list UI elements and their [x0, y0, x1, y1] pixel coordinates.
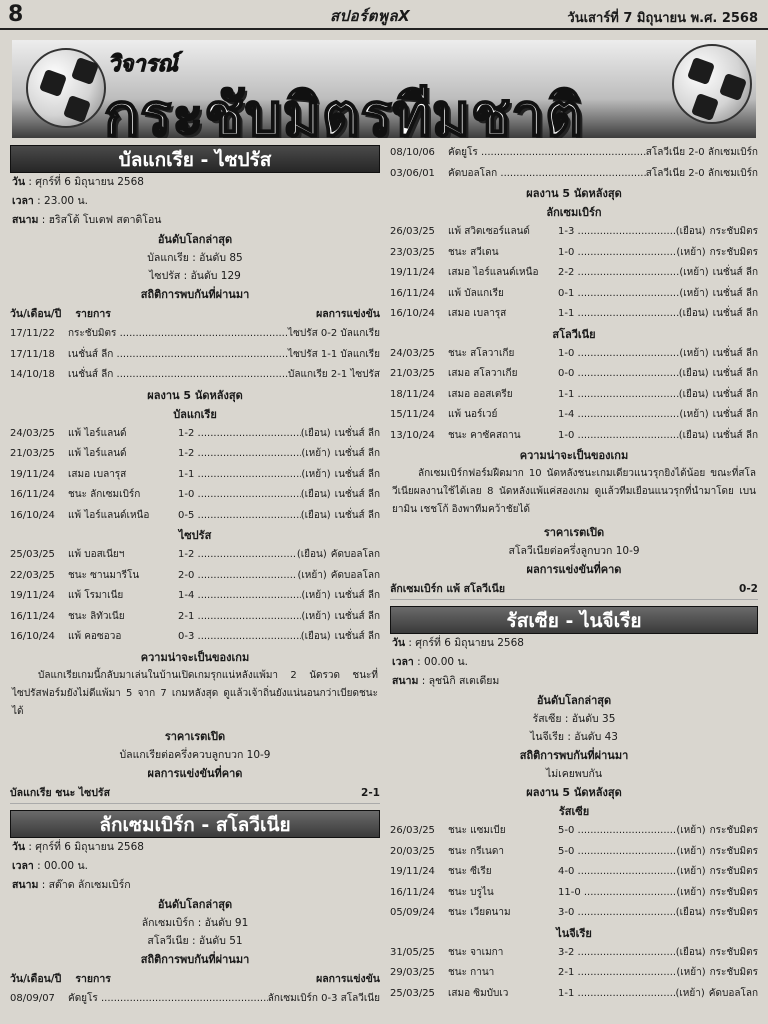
row-score — [558, 344, 679, 365]
table-row — [390, 821, 758, 842]
match-time: เวลา : 00.00 น. — [12, 859, 88, 872]
match-time: เวลา : 23.00 น. — [12, 195, 88, 207]
row-competition — [68, 365, 288, 386]
row-competition: กระชับมิตร — [709, 825, 758, 836]
row-score — [558, 883, 676, 904]
row-result: ไซปรัส 0-2 บัลแกเรีย — [288, 328, 380, 339]
row-competition-label: คัดบอลโลก ..... — [448, 168, 646, 179]
row-score-value: 3-2 ..... — [558, 947, 676, 958]
row-result-team: ชนะ กรีเนดา — [448, 845, 504, 857]
row-score-value: 1-4 ..... — [178, 590, 301, 601]
left-column — [10, 145, 380, 1009]
row-result-team: ชนะ สวีเดน — [448, 246, 499, 258]
row-home-away: (เหย้า) — [676, 967, 706, 978]
row-score-value: 11-0 ..... — [558, 887, 676, 898]
row-date: 18/11/24 — [390, 388, 435, 400]
row-home-away: (เยือน) — [296, 549, 327, 560]
row-home-away: (เหย้า) — [679, 409, 709, 420]
rank-header: อันดับโลกล่าสุด — [157, 897, 233, 911]
row-score — [558, 426, 679, 447]
row-competition: เนชั่นส์ ลีก — [712, 347, 758, 359]
row-date: 21/03/25 — [10, 448, 55, 459]
row-score — [558, 963, 676, 984]
row-result-team: แพ้ คอซอวอ — [68, 631, 122, 642]
row-competition — [448, 143, 646, 164]
row-competition-label: เนชั่นส์ ลีก ..... — [68, 349, 288, 360]
table-row — [390, 143, 758, 164]
row-home-away: (เหย้า) — [676, 886, 706, 898]
prediction-header: ผลการแข่งขันที่คาด — [147, 766, 243, 780]
row-competition: กระชับมิตร — [709, 886, 758, 898]
row-competition: คัดบอลโลก — [330, 569, 380, 581]
rank-header: อันดับโลกล่าสุด — [536, 694, 612, 707]
row-score-value: 1-2 ..... — [178, 549, 297, 560]
match-time: เวลา : 00.00 น. — [392, 656, 468, 668]
row-home-away: (เยือน) — [300, 427, 331, 439]
match-venue: สนาม : ลุชนิกิ สเตเดียม — [392, 675, 500, 687]
row-score — [178, 586, 301, 607]
row-score-value: 0-0 ..... — [558, 368, 679, 379]
row-date: 24/03/25 — [10, 427, 55, 439]
row-competition: เนชั่นส์ ลีก — [334, 590, 380, 601]
row-competition — [68, 989, 268, 1010]
row-score-value: 1-1 ..... — [558, 308, 679, 319]
row-date: 25/03/25 — [10, 549, 55, 560]
table-row — [390, 842, 758, 863]
row-result-team: แพ้ บอสเนียฯ — [68, 549, 125, 560]
row-score — [178, 485, 301, 506]
row-score — [558, 222, 676, 243]
row-competition-label: คัดยูโร ..... — [448, 147, 646, 158]
row-home-away: (เหย้า) — [676, 866, 706, 877]
row-score — [558, 943, 676, 964]
analysis-header: ความน่าจะเป็นของเกม — [519, 449, 629, 462]
table-row — [10, 324, 380, 345]
row-date: 19/11/24 — [10, 468, 55, 480]
row-result: สโลวีเนีย 2-0 ลักเซมเบิร์ก — [645, 167, 758, 179]
row-score — [558, 364, 679, 385]
prediction: บัลแกเรีย ชนะ ไซปรัส 2-1 — [10, 783, 380, 804]
row-competition — [448, 164, 646, 185]
row-date: 24/03/25 — [390, 347, 435, 359]
rank-team2: ไซปรัส : อันดับ 129 — [149, 270, 241, 282]
row-score-value: 1-2 ..... — [178, 448, 301, 459]
table-row — [10, 485, 380, 506]
row-date: 20/03/25 — [390, 845, 435, 857]
row-competition: เนชั่นส์ ลีก — [712, 388, 758, 400]
row-result: บัลแกเรีย 2-1 ไซปรัส — [288, 369, 380, 380]
publication-logo: สปอร์ตพูลX — [330, 7, 411, 25]
table-row — [10, 607, 380, 628]
row-date: 25/03/25 — [390, 987, 435, 999]
row-score — [558, 385, 679, 406]
row-competition: เนชั่นส์ ลีก — [712, 429, 758, 441]
table-row — [10, 365, 380, 386]
table-row — [390, 364, 758, 385]
row-competition: เนชั่นส์ ลีก — [334, 610, 380, 622]
right-column — [390, 143, 758, 1004]
analysis-header: ความน่าจะเป็นของเกม — [140, 650, 250, 664]
match-title: ลักเซมเบิร์ก - สโลวีเนีย — [10, 810, 380, 838]
row-result-team: ชนะ เวียดนาม — [448, 907, 511, 918]
row-home-away: (เยือน) — [678, 429, 709, 441]
row-result-team: ชนะ บรูไน — [448, 886, 494, 898]
row-competition-label: เนชั่นส์ ลีก ..... — [68, 369, 288, 380]
row-date: 21/03/25 — [390, 368, 435, 379]
match-venue: สนาม : สต๊าด ลักเซมเบิร์ก — [12, 878, 131, 891]
row-result-team: ชนะ ซีเรีย — [448, 866, 492, 877]
row-competition: เนชั่นส์ ลีก — [334, 631, 380, 642]
section-banner — [12, 40, 756, 138]
row-date: 31/05/25 — [390, 946, 435, 958]
row-home-away: (เยือน) — [300, 489, 331, 500]
row-score — [178, 607, 301, 628]
form-team2-label: สโลวีเนีย — [552, 327, 596, 341]
table-row — [390, 164, 758, 185]
table-row — [390, 284, 758, 305]
row-competition — [68, 324, 288, 345]
row-result: ลักเซมเบิร์ก 0-3 สโลวีเนีย — [267, 992, 380, 1004]
row-score — [178, 566, 297, 587]
form-team1-list — [390, 222, 758, 325]
row-score — [178, 627, 301, 648]
row-date: 14/10/18 — [10, 369, 55, 380]
h2h-column-headers: วัน/เดือน/ปี รายการ ผลการแข่งขัน — [10, 972, 380, 985]
row-score — [558, 405, 679, 426]
row-score-value: 1-0 ..... — [558, 348, 679, 359]
row-home-away: (เยือน) — [678, 368, 709, 379]
match-venue: สนาม : ฮริสโต้ โบเตฟ สตาดิโอน — [12, 214, 162, 226]
table-row — [10, 566, 380, 587]
row-score-value: 1-3 ..... — [558, 226, 676, 237]
row-result-team: ชนะ สโลวาเกีย — [448, 347, 515, 359]
row-date: 17/11/18 — [10, 348, 55, 360]
table-row — [10, 627, 380, 648]
row-result-team: ชนะ ซานมารีโน — [68, 569, 140, 581]
row-competition: กระชับมิตร — [709, 226, 758, 237]
form-header: ผลงาน 5 นัดหลังสุด — [147, 388, 243, 402]
row-score — [558, 284, 679, 305]
row-score — [178, 506, 301, 527]
row-home-away: (เหย้า) — [679, 287, 709, 299]
row-date: 19/11/24 — [390, 866, 435, 877]
row-result-team: แพ้ นอร์เวย์ — [448, 409, 498, 420]
table-row — [390, 943, 758, 964]
h2h-list — [10, 989, 380, 1010]
row-date: 23/03/25 — [390, 246, 435, 258]
row-result-team: เสมอ ออสเตรีย — [448, 388, 513, 400]
row-score-value: 5-0 ..... — [558, 825, 676, 836]
row-home-away: (เยือน) — [300, 631, 331, 642]
row-date: 16/11/24 — [390, 886, 435, 898]
row-competition: เนชั่นส์ ลีก — [334, 489, 380, 500]
row-result-team: เสมอ ซิมบับเว — [448, 987, 509, 999]
row-result: สโลวีเนีย 2-0 ลักเซมเบิร์ก — [645, 147, 758, 158]
prediction-header: ผลการแข่งขันที่คาด — [526, 563, 622, 576]
row-date: 05/09/24 — [390, 907, 435, 918]
row-date: 16/10/24 — [10, 631, 55, 642]
h2h-header: สถิติการพบกันที่ผ่านมา — [140, 288, 250, 301]
table-row — [390, 243, 758, 264]
table-row — [390, 304, 758, 325]
row-competition: กระชับมิตร — [709, 946, 758, 958]
row-competition: เนชั่นส์ ลีก — [712, 308, 758, 319]
table-row — [390, 426, 758, 447]
row-date: 08/09/07 — [10, 992, 55, 1004]
row-home-away: (เหย้า) — [301, 590, 331, 601]
row-result-team: เสมอ เบลารุส — [448, 308, 507, 319]
table-row — [390, 405, 758, 426]
h2h-list — [10, 324, 380, 386]
row-competition: เนชั่นส์ ลีก — [712, 368, 758, 379]
row-competition: เนชั่นส์ ลีก — [334, 509, 380, 521]
row-date: 16/10/24 — [390, 308, 435, 319]
row-date: 26/03/25 — [390, 825, 435, 836]
row-date: 15/11/24 — [390, 409, 435, 420]
table-row — [390, 883, 758, 904]
table-row — [10, 506, 380, 527]
table-row — [390, 222, 758, 243]
row-score-value: 1-0 ..... — [178, 489, 301, 500]
row-score — [558, 903, 676, 924]
row-score — [558, 862, 676, 883]
publication-date: วันเสาร์ที่ 7 มิถุนายน พ.ศ. 2568 — [567, 11, 758, 26]
form-team1-list — [10, 424, 380, 527]
row-competition: กระชับมิตร — [709, 907, 758, 918]
row-home-away: (เหย้า) — [301, 610, 331, 622]
row-score-value: 4-0 ..... — [558, 866, 676, 877]
row-home-away: (เหย้า) — [676, 825, 706, 836]
row-score-value: 1-1 ..... — [558, 389, 679, 400]
row-home-away: (เยือน) — [675, 226, 706, 237]
form-team2-label: ไซปรัส — [178, 529, 212, 542]
rank-team2: สโลวีเนีย : อันดับ 51 — [147, 934, 243, 947]
row-score-value: 1-1 ..... — [558, 988, 675, 999]
row-competition: เนชั่นส์ ลีก — [712, 409, 758, 420]
row-date: 16/11/24 — [10, 610, 55, 622]
row-result-team: แพ้ ไอร์แลนด์เหนือ — [68, 509, 150, 521]
banner-subtitle: วิจารณ์ — [108, 52, 178, 77]
match-day: วัน : ศุกร์ที่ 6 มิถุนายน 2568 — [12, 176, 144, 188]
row-home-away: (เหย้า) — [676, 845, 706, 857]
row-result-team: ชนะ จาเมกา — [448, 946, 504, 958]
row-competition: เนชั่นส์ ลีก — [334, 468, 380, 480]
row-competition-label: กระชับมิตร ..... — [68, 328, 288, 339]
table-row — [390, 344, 758, 365]
row-score-value: 1-2 ..... — [178, 428, 301, 439]
row-score-value: 2-1 ..... — [178, 611, 301, 622]
row-result: ไซปรัส 1-1 บัลแกเรีย — [288, 348, 380, 360]
h2h-header: สถิติการพบกันที่ผ่านมา — [140, 952, 250, 966]
rank-team2: ไนจีเรีย : อันดับ 43 — [530, 731, 618, 743]
table-row — [390, 862, 758, 883]
row-competition: กระชับมิตร — [709, 967, 758, 978]
row-result-team: ชนะ ลักเซมเบิร์ก — [68, 489, 141, 500]
rank-team1: บัลแกเรีย : อันดับ 85 — [147, 252, 243, 264]
row-result-team: ชนะ ลิทัวเนีย — [68, 610, 125, 622]
rank-team1: รัสเซีย : อันดับ 35 — [532, 713, 616, 725]
row-competition: เนชั่นส์ ลีก — [712, 287, 758, 299]
row-home-away: (เหย้า) — [679, 347, 709, 359]
row-score-value: 1-4 ..... — [558, 409, 679, 420]
table-row — [390, 903, 758, 924]
form-team2-label: ไนจีเรีย — [556, 926, 592, 940]
row-home-away: (เหย้า) — [301, 468, 331, 480]
odds-text: บัลแกเรียต่อครึ่งควบลูกบวก 10-9 — [119, 748, 271, 761]
table-row — [390, 963, 758, 984]
row-score — [558, 263, 679, 284]
row-score — [558, 821, 676, 842]
form-team2-list — [390, 943, 758, 1005]
row-result-team: แพ้ บัลแกเรีย — [448, 287, 504, 299]
row-home-away: (เยือน) — [678, 308, 709, 319]
rank-header: อันดับโลกล่าสุด — [157, 233, 233, 246]
form-team1-label: รัสเซีย — [558, 805, 590, 818]
h2h-header: สถิติการพบกันที่ผ่านมา — [519, 749, 629, 762]
row-competition: คัดบอลโลก — [330, 549, 380, 560]
football-right-icon — [672, 44, 752, 124]
form-team1-label: ลักเซมเบิร์ก — [546, 206, 602, 219]
table-row — [390, 385, 758, 406]
row-date: 19/11/24 — [10, 590, 55, 601]
h2h-column-headers: วัน/เดือน/ปี รายการ ผลการแข่งขัน — [10, 308, 380, 320]
row-score-value: 2-0 ..... — [178, 570, 297, 581]
row-score-value: 5-0 ..... — [558, 846, 676, 857]
odds-header: ราคาเรตเปิด — [164, 729, 226, 743]
match-title: บัลแกเรีย - ไซปรัส — [10, 145, 380, 173]
row-home-away: (เหย้า) — [297, 569, 327, 581]
row-result-team: ชนะ แซมเบีย — [448, 825, 506, 836]
form-team2-list — [390, 344, 758, 447]
row-score — [558, 243, 676, 264]
odds-text: สโลวีเนียต่อครึ่งลูกบวก 10-9 — [508, 545, 640, 557]
row-score — [178, 465, 301, 486]
odds-header: ราคาเรตเปิด — [543, 526, 605, 539]
banner-title: กระชับมิตรทีมชาติ — [104, 81, 584, 138]
table-row — [390, 263, 758, 284]
row-home-away: (เยือน) — [675, 907, 706, 918]
analysis-text: ลักเซมเบิร์กฟอร์มฝืดมาก 10 นัดหลังชนะเกมเดียวแนวรุกยิงได้น้อย ขณะที่สโลวีเนียผลงานใช้ได้เลย 8 นัดหลังแพ้แค่สองเกม ดูแล้วทีมเยือนแนวรุกที่นำมาโดย เบนยามิน เชชโก้ อิงพาทีมคว้าชัยได้ — [392, 468, 756, 515]
row-score-value: 1-0 ..... — [558, 247, 676, 258]
page-number: 8 — [8, 2, 24, 27]
row-competition-label: คัดยูโร ..... — [68, 993, 268, 1004]
row-score — [178, 545, 297, 566]
row-date: 16/11/24 — [10, 489, 55, 500]
row-score-value: 2-2 ..... — [558, 267, 679, 278]
row-score — [558, 842, 676, 863]
row-competition: กระชับมิตร — [709, 866, 758, 877]
form-team2-list — [10, 545, 380, 648]
row-competition: กระชับมิตร — [709, 845, 758, 857]
row-home-away: (เยือน) — [675, 946, 706, 958]
row-home-away: (เหย้า) — [301, 448, 331, 459]
row-score — [178, 424, 301, 445]
row-result-team: แพ้ ไอร์แลนด์ — [68, 448, 127, 459]
row-home-away: (เยือน) — [300, 509, 331, 521]
row-date: 19/11/24 — [390, 267, 435, 278]
row-competition: กระชับมิตร — [709, 246, 758, 258]
row-home-away: (เยือน) — [678, 388, 709, 400]
form-team1-list — [390, 821, 758, 924]
row-score-value: 0-1 ..... — [558, 288, 679, 299]
row-score-value: 1-1 ..... — [178, 469, 301, 480]
h2h-list-continued — [390, 143, 758, 184]
table-row — [10, 545, 380, 566]
table-row — [390, 984, 758, 1005]
row-competition: เนชั่นส์ ลีก — [334, 427, 380, 439]
page-header — [0, 0, 768, 30]
row-score-value: 3-0 ..... — [558, 907, 676, 918]
row-result-team: เสมอ ไอร์แลนด์เหนือ — [448, 267, 539, 278]
row-date: 17/11/22 — [10, 328, 55, 339]
row-date: 08/10/06 — [390, 147, 435, 158]
form-header: ผลงาน 5 นัดหลังสุด — [526, 786, 622, 799]
row-score-value: 0-3 ..... — [178, 631, 301, 642]
h2h-none: ไม่เคยพบกัน — [545, 768, 603, 780]
row-score — [558, 304, 679, 325]
row-date: 26/03/25 — [390, 226, 435, 237]
row-score-value: 2-1 ..... — [558, 967, 676, 978]
row-home-away: (เหย้า) — [675, 987, 705, 999]
table-row — [10, 424, 380, 445]
row-score — [178, 444, 301, 465]
prediction: ลักเซมเบิร์ก แพ้ สโลวีเนีย 0-2 — [390, 579, 758, 600]
table-row — [10, 989, 380, 1010]
row-date: 16/11/24 — [390, 287, 435, 299]
row-date: 29/03/25 — [390, 967, 435, 978]
table-row — [10, 444, 380, 465]
row-result-team: แพ้ โรมาเนีย — [68, 590, 124, 601]
analysis-text: บัลแกเรียเกมนี้กลับมาเล่นในบ้านเปิดเกมรุกแน่หลังแพ้มา 2 นัดรวด ชนะที่ไซปรัสฟอร์มยังไม่ดีแพ้มา 5 จาก 7 เกมหลังสุด ดูแล้วเจ้าถิ่นยังแน่นอนกว่าเบียดชนะได้ — [12, 669, 378, 717]
row-score-value: 0-5 ..... — [178, 510, 301, 521]
row-date: 16/10/24 — [10, 509, 55, 521]
row-date: 22/03/25 — [10, 569, 55, 581]
row-result-team: แพ้ ไอร์แลนด์ — [68, 427, 127, 439]
row-home-away: (เหย้า) — [676, 246, 706, 258]
football-left-icon — [26, 48, 106, 128]
row-competition: เนชั่นส์ ลีก — [334, 448, 380, 459]
form-team1-label: บัลแกเรีย — [173, 407, 217, 421]
table-row — [10, 465, 380, 486]
match-day: วัน : ศุกร์ที่ 6 มิถุนายน 2568 — [392, 637, 524, 649]
match-day: วัน : ศุกร์ที่ 6 มิถุนายน 2568 — [12, 840, 144, 853]
row-competition: คัดบอลโลก — [708, 987, 758, 999]
row-result-team: ชนะ คาซัคสถาน — [448, 429, 521, 441]
row-date: 13/10/24 — [390, 429, 435, 441]
row-result-team: แพ้ สวิตเซอร์แลนด์ — [448, 226, 530, 237]
rank-team1: ลักเซมเบิร์ก : อันดับ 91 — [141, 916, 249, 929]
table-row — [10, 345, 380, 366]
match-title: รัสเซีย - ไนจีเรีย — [390, 606, 758, 634]
row-date: 03/06/01 — [390, 167, 435, 179]
form-header: ผลงาน 5 นัดหลังสุด — [526, 187, 622, 200]
table-row — [10, 586, 380, 607]
row-competition: เนชั่นส์ ลีก — [712, 267, 758, 278]
row-score — [558, 984, 675, 1005]
row-result-team: เสมอ สโลวาเกีย — [448, 368, 518, 379]
row-result-team: เสมอ เบลารุส — [68, 468, 127, 480]
row-competition — [68, 345, 288, 366]
row-home-away: (เหย้า) — [679, 267, 709, 278]
row-score-value: 1-0 ..... — [558, 430, 679, 441]
row-result-team: ชนะ กานา — [448, 967, 495, 978]
